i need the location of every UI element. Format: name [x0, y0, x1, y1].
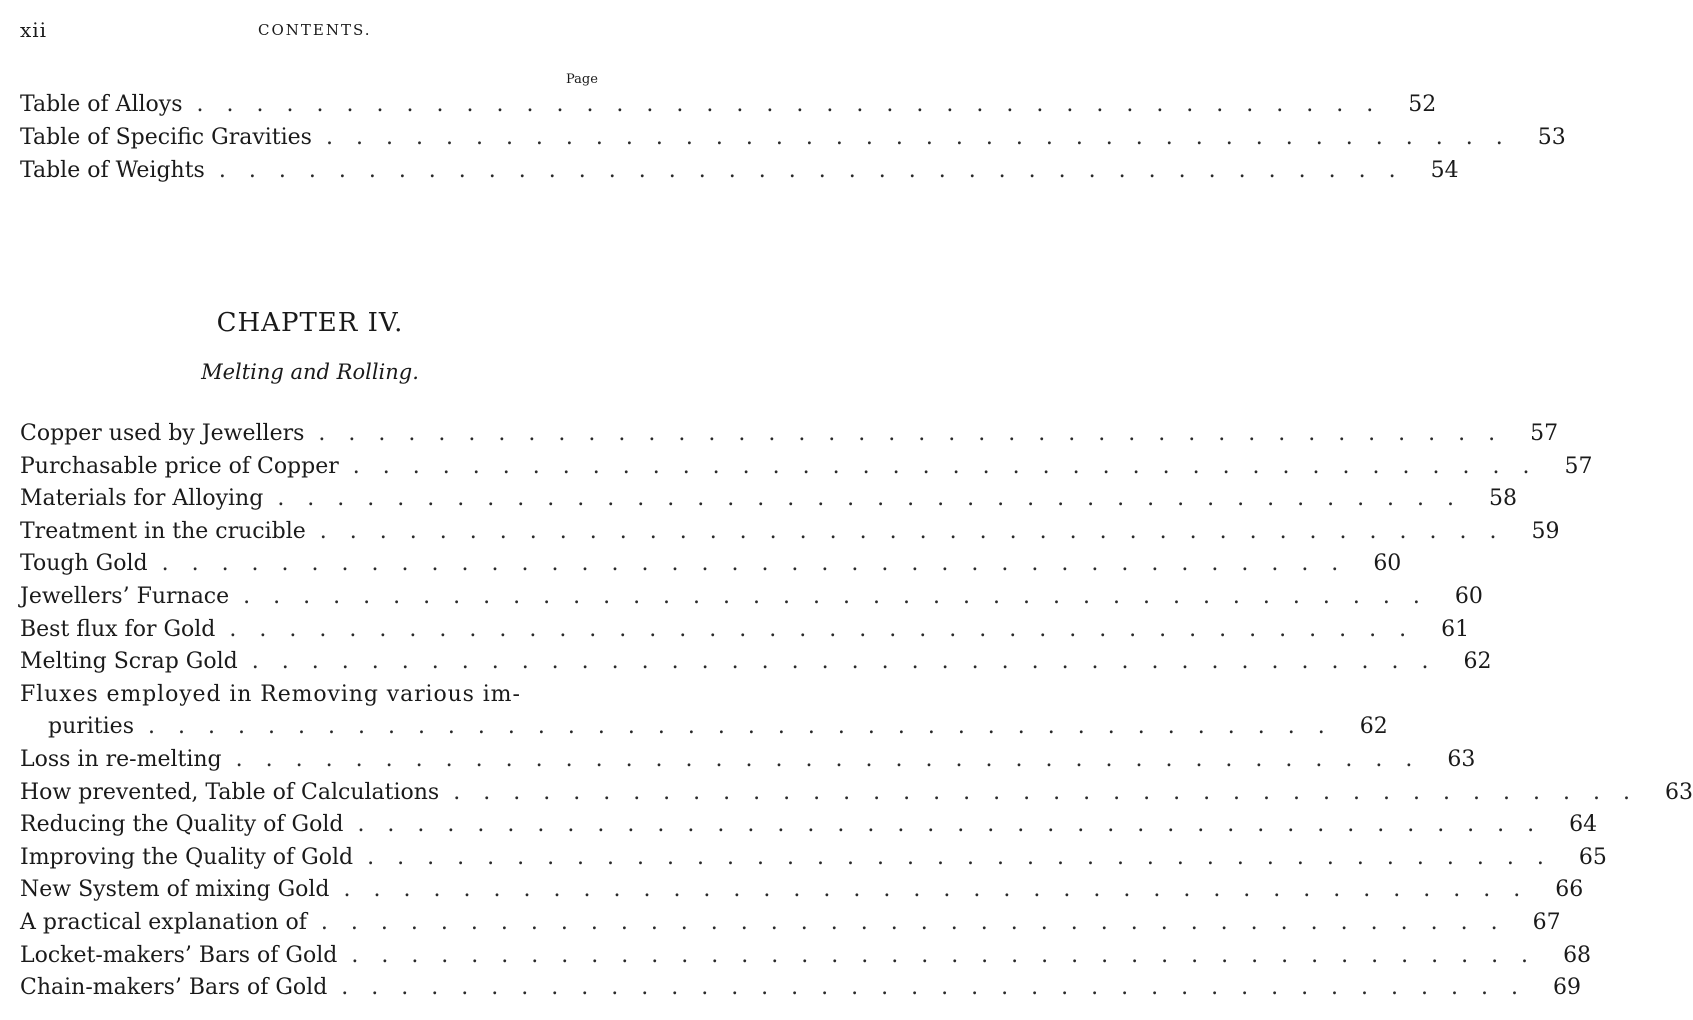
toc-entry	[20, 874, 1584, 907]
toc-entry-page: 52	[1408, 92, 1437, 117]
dot-leader: ........................................	[161, 551, 1362, 577]
toc-entry-page: 58	[1489, 486, 1518, 512]
chapter-subtitle: Melting and Rolling.	[201, 360, 419, 384]
toc-entry	[20, 581, 1483, 614]
page-column-label: Page	[566, 72, 598, 87]
toc-entry	[20, 907, 1561, 940]
page-folio: xii	[20, 18, 48, 42]
toc-entry-page: 69	[1553, 975, 1582, 1001]
dot-leader: ........................................	[251, 649, 1452, 675]
toc-entry	[20, 842, 1607, 875]
toc-entry	[20, 154, 1459, 187]
toc-entry-title: Tough Gold	[20, 551, 148, 577]
toc-entry	[20, 548, 1402, 581]
dot-leader: ........................................	[277, 486, 1478, 512]
toc-entry-page: 57	[1530, 421, 1559, 446]
toc-entry	[20, 809, 1598, 842]
toc-entry-page: 62	[1463, 649, 1492, 675]
toc-entry-title: How prevented, Table of Calculations	[20, 779, 440, 805]
toc-entry-page: 62	[1359, 714, 1388, 740]
running-head	[20, 18, 610, 48]
dot-leader: ........................................	[320, 909, 1521, 935]
toc-entry-title: Reducing the Quality of Gold	[20, 812, 344, 838]
dot-leader: ........................................	[453, 779, 1653, 805]
toc-entry-page: 57	[1564, 453, 1593, 479]
toc-block-appendix-tables	[20, 88, 1566, 187]
toc-entry	[20, 451, 1593, 484]
toc-entry-title: Table of Alloys	[20, 92, 183, 117]
running-title: CONTENTS.	[258, 21, 372, 39]
toc-entry-title: A practical explanation of	[20, 909, 307, 935]
toc-entry-page: 65	[1578, 844, 1607, 870]
toc-entry	[20, 679, 608, 712]
dot-leader: ........................................	[243, 583, 1443, 609]
toc-entry-page: 64	[1569, 812, 1598, 838]
toc-entry-page: 68	[1563, 942, 1592, 968]
toc-entry-title: Improving the Quality of Gold	[20, 844, 354, 870]
dot-leader: ........................................	[357, 812, 1558, 838]
toc-entry-page: 53	[1537, 125, 1566, 150]
toc-entry-page: 61	[1441, 616, 1470, 642]
toc-entry	[20, 483, 1518, 516]
toc-entry-page: 63	[1664, 779, 1693, 805]
toc-entry-title: Locket-makers’ Bars of Gold	[20, 942, 338, 968]
toc-entry-title: Fluxes employed in Removing various im-	[20, 681, 521, 707]
toc-entry-page: 67	[1532, 909, 1561, 935]
toc-entry	[20, 972, 1582, 1005]
toc-entry	[20, 121, 1566, 154]
toc-entry-title: Chain-makers’ Bars of Gold	[20, 975, 328, 1001]
toc-entry-title: Table of Specific Gravities	[20, 125, 312, 150]
toc-entry-title: Melting Scrap Gold	[20, 649, 238, 675]
chapter-heading: CHAPTER IV.	[216, 308, 404, 338]
toc-entry-title: Loss in re-melting	[20, 746, 222, 772]
toc-entry	[20, 777, 1693, 810]
toc-entry	[20, 516, 1560, 549]
dot-leader: ........................................	[325, 125, 1526, 150]
toc-block-chapter-iv	[20, 418, 1693, 1005]
toc-entry-title: Copper used by Jewellers	[20, 421, 305, 446]
dot-leader: ........................................	[235, 746, 1436, 772]
toc-entry	[20, 744, 1476, 777]
toc-entry-title: Materials for Alloying	[20, 486, 264, 512]
toc-entry	[20, 614, 1470, 647]
dot-leader: ........................................	[343, 877, 1544, 903]
toc-entry-title: Treatment in the crucible	[20, 518, 306, 544]
dot-leader: ........................................	[318, 421, 1519, 446]
toc-entry-page: 63	[1447, 746, 1476, 772]
toc-entry-title-continuation: purities	[48, 714, 134, 740]
toc-entry	[20, 940, 1592, 973]
toc-entry	[20, 646, 1492, 679]
dot-leader: ........................................	[196, 92, 1397, 117]
toc-entry-page: 66	[1555, 877, 1584, 903]
toc-entry-page: 60	[1454, 583, 1483, 609]
toc-entry-title: Jewellers’ Furnace	[20, 583, 230, 609]
dot-leader: ........................................	[148, 714, 1348, 740]
toc-entry	[20, 88, 1437, 121]
toc-entry-continuation	[20, 711, 1388, 744]
toc-entry-title: Purchasable price of Copper	[20, 453, 339, 479]
toc-entry	[20, 418, 1559, 451]
toc-entry-page: 54	[1430, 158, 1459, 183]
dot-leader: ........................................	[319, 518, 1520, 544]
dot-leader: ........................................	[229, 616, 1430, 642]
toc-entry-title: Table of Weights	[20, 158, 205, 183]
dot-leader: ........................................	[351, 942, 1552, 968]
toc-entry-title: New System of mixing Gold	[20, 877, 330, 903]
dot-leader: ........................................	[367, 844, 1567, 870]
toc-entry-page: 59	[1531, 518, 1560, 544]
toc-entry-title: Best flux for Gold	[20, 616, 216, 642]
dot-leader: ........................................	[218, 158, 1419, 183]
toc-entry-page: 60	[1373, 551, 1402, 577]
dot-leader: ........................................	[352, 453, 1553, 479]
dot-leader: ........................................	[341, 975, 1542, 1001]
